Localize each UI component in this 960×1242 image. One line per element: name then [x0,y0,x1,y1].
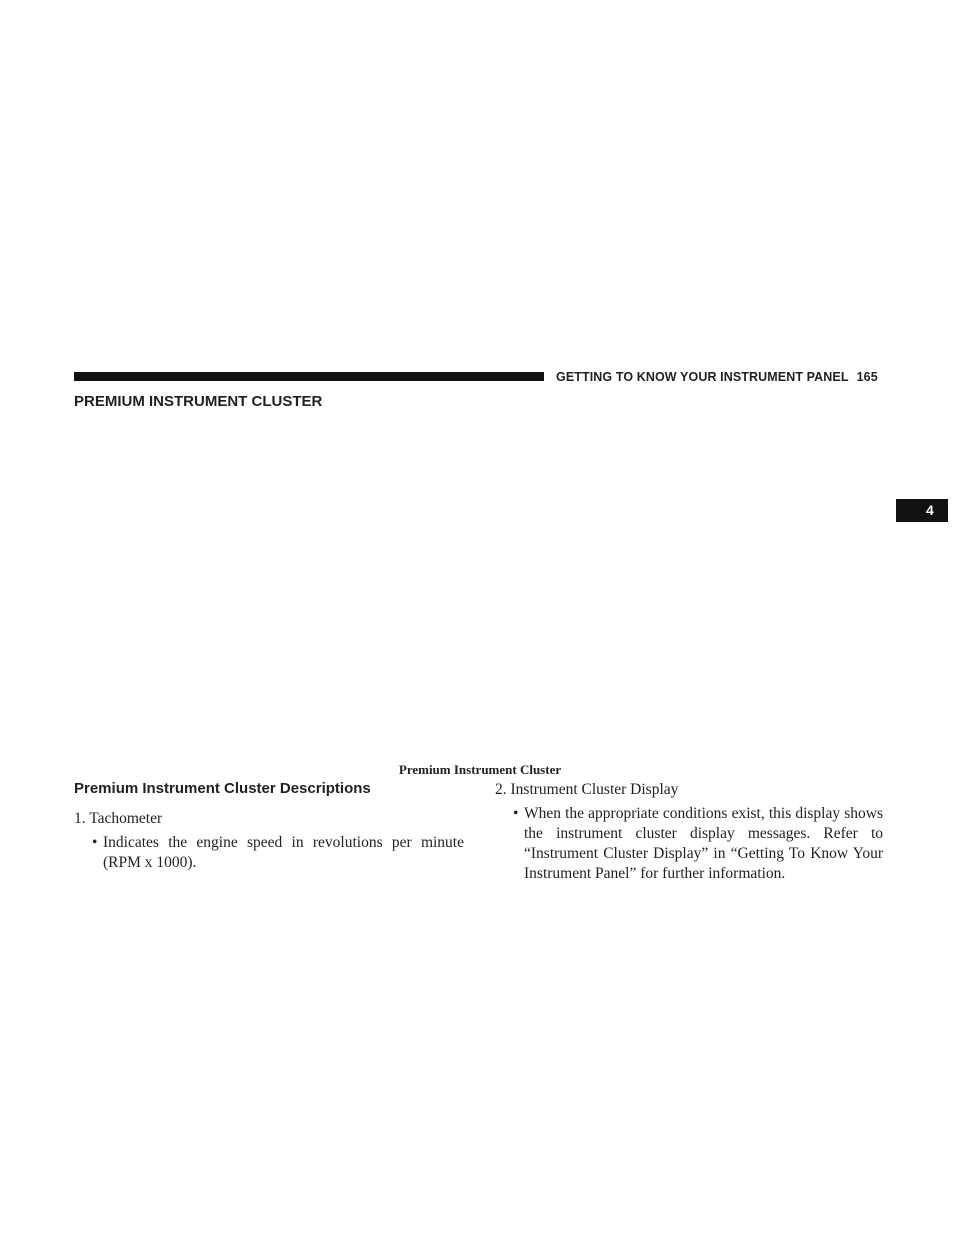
description-item-title: 2. Instrument Cluster Display [495,781,679,798]
chapter-tab: 4 [896,499,948,522]
description-item-cluster-display [495,780,883,884]
running-header [556,369,878,385]
description-item-tachometer [74,809,464,873]
descriptions-heading: Premium Instrument Cluster Descriptions [74,780,371,797]
page-number: 165 [856,370,878,384]
description-bullet [74,833,464,873]
description-item-title: 1. Tachometer [74,810,163,827]
figure-caption: Premium Instrument Cluster [398,762,562,777]
bullet-icon: • [513,805,519,822]
description-bullet-text: When the appropriate conditions exist, this display shows the instrument cluster display messages. Refer to “Instrument Cluster Display” in “Getting To Know Your Instrument Panel” for further information. [524,805,883,882]
bullet-icon: • [92,834,98,851]
description-bullet [495,804,883,884]
description-bullet-text: Indicates the engine speed in revolutions per minute (RPM x 1000). [103,834,464,871]
section-title: PREMIUM INSTRUMENT CLUSTER [74,393,323,410]
running-header-title: GETTING TO KNOW YOUR INSTRUMENT PANEL [556,370,849,384]
header-rule [74,372,544,381]
